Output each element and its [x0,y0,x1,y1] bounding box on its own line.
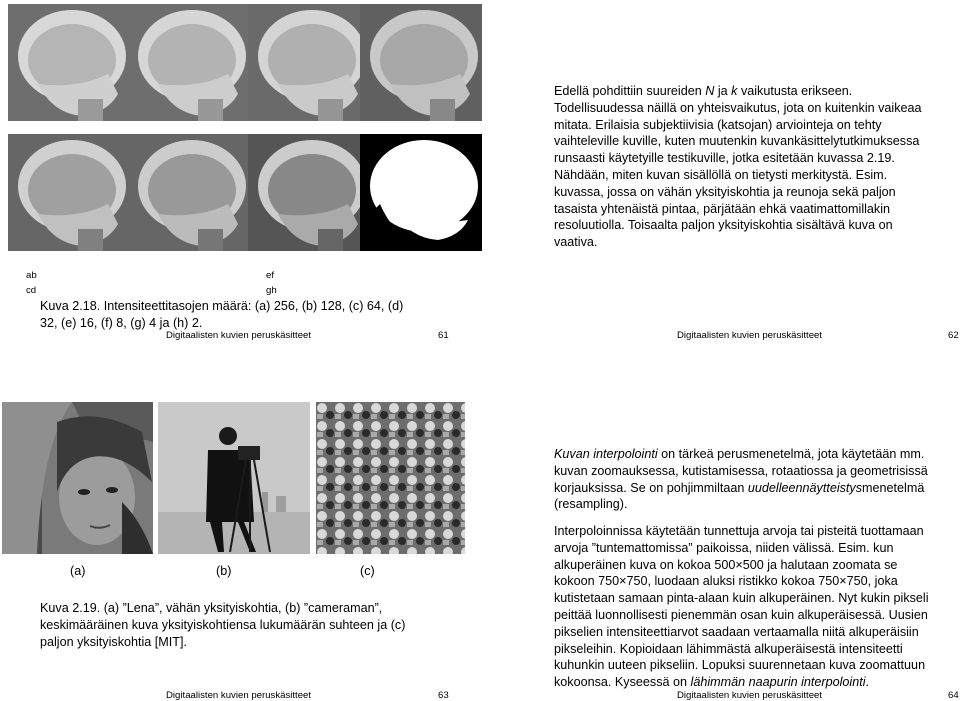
text-line: mitata. Erilaisia subjektiivisia (katsojan) arviointeja on tehty [554,117,882,132]
text-line: kuvassa, jossa on vähän yksityiskohtia ja reunoja sekä paljon [554,184,896,199]
page-number: 61 [438,330,449,341]
thumb-label-gh: gh [266,285,277,296]
text-line: Interpoloinnissa käytetään tunnettuja arvoja tai pisteitä tuottamaan [554,524,924,538]
footer-title: Digitaalisten kuvien peruskäsitteet [677,330,823,341]
text-line: kuhunkin uuteen pikseliin. Lopuksi suurennetaan kuva zoomattuun [554,658,926,673]
text-line: (resampling). [554,497,628,512]
page-number: 62 [948,330,959,341]
xray-image-c [248,4,370,121]
image-label-a: (a) [70,564,86,578]
footer-title: Digitaalisten kuvien peruskäsitteet [166,330,312,341]
cameraman-image [158,402,310,554]
xray-image-d [360,4,482,121]
xray-image-h [360,134,482,251]
text-line: pikseleihin. Kopioidaan lähimmästä alkuperäisestä intensiteetti [554,641,903,656]
text-line: kutistetaan samaan pinta-alaan kuin alkuperäinen. Nyt kukin pikseli [554,591,929,606]
term-resampling: uudelleennäytteistys [747,480,863,495]
thumb-label-ef: ef [266,270,275,281]
caption-line: paljon yksityiskohtia [MIT]. [40,634,187,649]
text-line: Nähdään, miten kuvan sisällöllä on tietysti merkitystä. Esim. [554,167,888,182]
page-number: 63 [438,690,449,701]
lena-image [2,402,153,554]
footer-title: Digitaalisten kuvien peruskäsitteet [166,690,312,701]
text-line: alkuperäinen kuva on kokoa 500×500 ja halutaan zoomata se [554,557,898,572]
text-line: arvoja ”tuntemattomissa” paikoissa, niiden välissä. Esim. kun [554,540,894,555]
xray-image-b [128,4,250,121]
caption-line: Kuva 2.18. Intensiteettitasojen määrä: (a) 256, (b) 128, (c) 64, (d) [40,299,404,313]
figure-caption-2-18 [40,298,403,332]
term-nearest-neighbor: lähimmän naapurin interpolointi [690,675,866,690]
crowd-image [316,402,465,554]
xray-image-a [8,4,130,121]
text-line: korjauksissa. Se on pohjimmiltaan uudelleennäytteistysmenetelmä [554,480,925,495]
text-line: tasaista yhtenäistä pintaa, pärjätään ehkä vaatimattomillakin [554,201,891,216]
text-line: Todellisuudessa näillä on yhteisvaikutus, jota on kuitenkin vaikeaa [554,100,922,115]
thumb-label-cd: cd [26,285,37,296]
text-line: vaativa. [554,235,598,250]
text-line: resoluutiolla. Toisaalta paljon yksityiskohtia sisältävä kuva on [554,218,893,233]
caption-line: Kuva 2.19. (a) ”Lena”, vähän yksityiskohtia, (b) ”cameraman”, [40,601,383,615]
xray-image-g [248,134,370,251]
text-line: Edellä pohdittiin suureiden N ja k vaikutusta erikseen. [554,84,853,98]
image-label-b: (b) [216,564,232,578]
text-line: Kuvan interpolointi on tärkeä perusmenetelmä, jota käytetään mm. [554,447,925,461]
paragraph-interpolation-intro [554,446,928,513]
caption-line: keskimääräinen kuva yksityiskohtiensa lukumäärän suhteen ja (c) [40,617,406,632]
body-paragraph [554,83,922,251]
text-line: kokoon 750×750, luodaan aluksi ristikko kokoa 750×750, joka [554,574,898,589]
page-number: 64 [948,690,959,701]
text-line: pikselien intensiteettiarvot saadaan vertaamalla niitä alkuperäisiin [554,624,919,639]
xray-image-f [128,134,250,251]
text-line: kokoonsa. Kyseessä on lähimmän naapurin interpolointi. [554,675,870,690]
text-line: kuvan zoomauksessa, kutistamisessa, rotaatiossa ja geometrisissä [554,463,928,478]
image-label-c: (c) [360,564,375,578]
xray-image-e [8,134,130,251]
thumb-label-ab: ab [26,270,37,281]
text-line: runsaasti käytetyille testikuville, jotka esitetään kuvassa 2.19. [554,151,895,166]
text-line: peittää luonnollisesti pienemmän osan kuin alkuperäisessä. Uusien [554,607,928,622]
paragraph-interpolation-detail [554,523,929,691]
caption-line: 32, (e) 16, (f) 8, (g) 4 ja (h) 2. [40,315,203,330]
term-image-interpolation: Kuvan interpolointi [554,447,658,461]
text-line: vaihteleville kuville, kuten muutenkin kuvankäsittelytutkimuksessa [554,134,920,149]
footer-title: Digitaalisten kuvien peruskäsitteet [677,690,823,701]
figure-caption-2-19 [40,600,405,650]
